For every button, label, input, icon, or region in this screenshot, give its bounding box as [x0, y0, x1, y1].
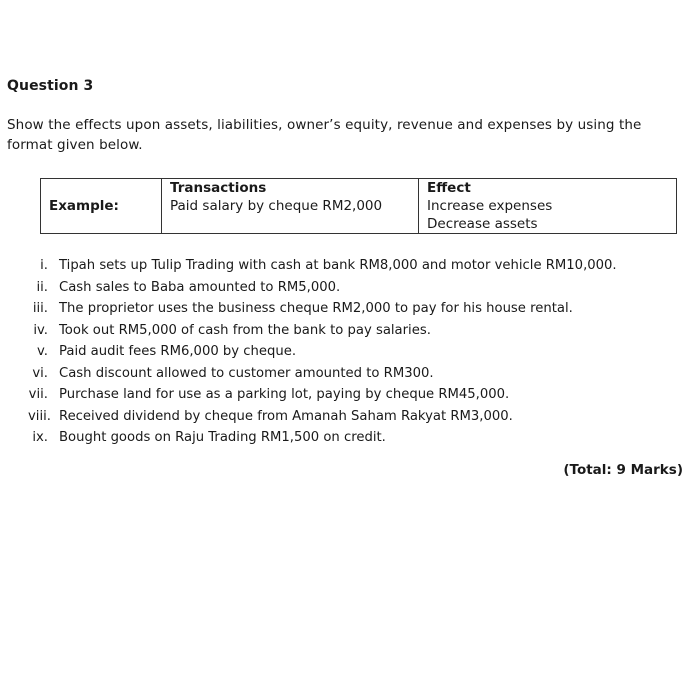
item-text: Took out RM5,000 of cash from the bank to pay salaries. [59, 322, 431, 338]
item-number: viii. [28, 408, 51, 424]
question-title: Question 3 [7, 78, 94, 94]
item-number: v. [37, 344, 48, 359]
effect-line: Increase expenses [427, 198, 553, 214]
item-text: Cash sales to Baba amounted to RM5,000. [59, 279, 341, 295]
list-item [0, 427, 700, 449]
list-item [0, 341, 700, 363]
example-table [40, 178, 677, 234]
transaction-list [0, 255, 700, 449]
item-text: Paid audit fees RM6,000 by cheque. [59, 344, 297, 359]
transactions-cell [162, 179, 419, 234]
example-label: Example: [41, 179, 162, 234]
item-text: Tipah sets up Tulip Trading with cash at bank RM8,000 and motor vehicle RM10,000. [59, 258, 617, 273]
item-text: Cash discount allowed to customer amounted to RM300. [59, 365, 434, 381]
item-number: i. [40, 258, 48, 273]
question-instruction: Show the effects upon assets, liabilities, owner’s equity, revenue and expenses by using the format given below. [7, 117, 642, 153]
item-number: ii. [36, 279, 48, 295]
list-item [0, 255, 700, 277]
item-text: Purchase land for use as a parking lot, paying by cheque RM45,000. [59, 387, 510, 402]
item-number: vii. [28, 387, 48, 402]
list-item [0, 384, 700, 406]
list-item [0, 298, 700, 320]
item-text: Received dividend by cheque from Amanah Saham Rakyat RM3,000. [59, 408, 513, 424]
item-number: iii. [32, 301, 48, 316]
list-item [0, 363, 700, 385]
effect-line: Decrease assets [427, 216, 538, 232]
list-item [0, 320, 700, 342]
item-number: vi. [32, 365, 48, 381]
total-marks: (Total: 9 Marks) [563, 462, 683, 478]
transaction-text: Paid salary by cheque RM2,000 [170, 198, 383, 214]
list-item [0, 406, 700, 428]
transactions-header: Transactions [170, 180, 267, 196]
effect-cell [419, 179, 677, 234]
item-text: Bought goods on Raju Trading RM1,500 on credit. [59, 430, 386, 445]
item-number: ix. [32, 430, 48, 445]
item-number: iv. [33, 322, 48, 338]
effect-header: Effect [427, 180, 471, 196]
list-item [0, 277, 700, 299]
item-text: The proprietor uses the business cheque RM2,000 to pay for his house rental. [59, 301, 573, 316]
